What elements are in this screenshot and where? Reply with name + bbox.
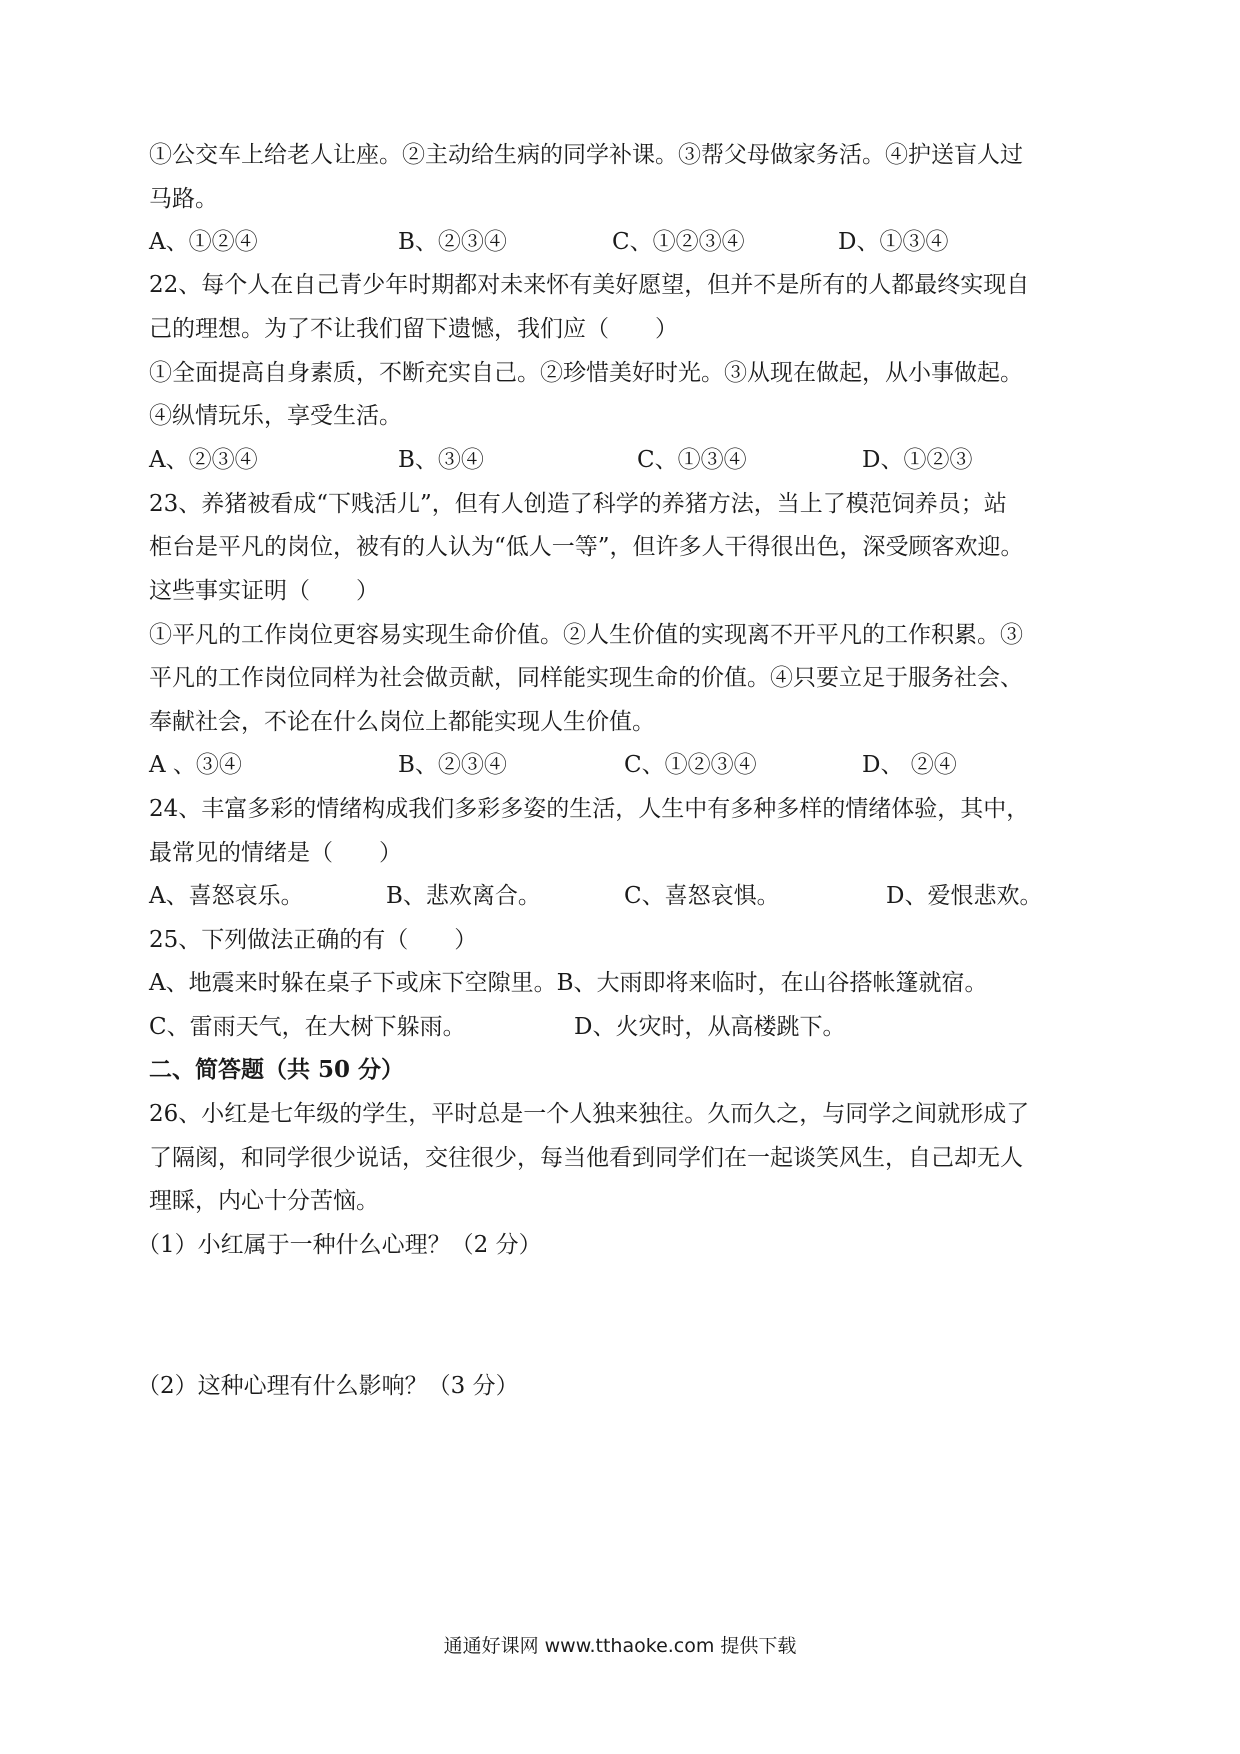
q23-option-c: C、①②③④ xyxy=(624,752,757,778)
q21-option-b: B、②③④ xyxy=(398,229,507,255)
q23-option-a: A 、③④ xyxy=(149,752,242,778)
q24-line-2: 最常见的情绪是（ ） xyxy=(149,840,402,866)
q22-option-c: C、①③④ xyxy=(637,447,747,473)
q23-line-1: 23、养猪被看成“下贱活儿”，但有人创造了科学的养猪方法，当上了模范饲养员；站 xyxy=(149,491,1007,517)
footer-credit: 通通好课网 www.tthaoke.com 提供下载 xyxy=(443,1635,797,1657)
q22-option-a: A、②③④ xyxy=(149,447,258,473)
q25-option-d: D、火灾时，从高楼跳下。 xyxy=(574,1014,846,1040)
q24-line-1: 24、丰富多彩的情绪构成我们多彩多姿的生活，人生中有多种多样的情绪体验，其中， xyxy=(149,796,1030,822)
section-heading: 二、简答题（共 50 分） xyxy=(149,1056,405,1083)
q22-line-2: 己的理想。为了不让我们留下遗憾，我们应（ ） xyxy=(149,316,678,342)
q22-line-4: ④纵情玩乐，享受生活。 xyxy=(149,403,402,429)
q23-line-4: ①平凡的工作岗位更容易实现生命价值。②人生价值的实现离不开平凡的工作积累。③ xyxy=(149,622,1023,648)
q26-line-3: 理睬，内心十分苦恼。 xyxy=(149,1188,379,1214)
q25-line-2: A、地震来时躲在桌子下或床下空隙里。B、大雨即将来临时，在山谷搭帐篷就宿。 xyxy=(149,970,988,996)
q24-option-d: D、爱恨悲欢。 xyxy=(886,883,1043,909)
q22-option-b: B、③④ xyxy=(398,447,484,473)
q24-option-b: B、悲欢离合。 xyxy=(386,883,541,909)
q21-option-c: C、①②③④ xyxy=(612,229,745,255)
q26-subquestion-1: （1）小红属于一种什么心理？（2 分） xyxy=(137,1232,542,1258)
q23-option-d: D、 ②④ xyxy=(862,752,957,778)
q23-line-3: 这些事实证明（ ） xyxy=(149,578,379,604)
q26-subquestion-2: （2）这种心理有什么影响？（3 分） xyxy=(137,1373,519,1399)
q21-option-a: A、①②④ xyxy=(149,229,258,255)
q22-line-3: ①全面提高自身素质，不断充实自己。②珍惜美好时光。③从现在做起，从小事做起。 xyxy=(149,360,1023,386)
q22-option-d: D、①②③ xyxy=(862,447,973,473)
q24-option-a: A、喜怒哀乐。 xyxy=(149,883,304,909)
q26-line-2: 了隔阂，和同学很少说话，交往很少，每当他看到同学们在一起谈笑风生，自己却无人 xyxy=(149,1145,1023,1171)
q21-line-2: 马路。 xyxy=(149,186,218,212)
q25-line-1: 25、下列做法正确的有（ ） xyxy=(149,927,478,953)
q21-line-1: ①公交车上给老人让座。②主动给生病的同学补课。③帮父母做家务活。④护送盲人过 xyxy=(149,142,1023,168)
q24-option-c: C、喜怒哀惧。 xyxy=(624,883,780,909)
q21-option-d: D、①③④ xyxy=(838,229,949,255)
q23-option-b: B、②③④ xyxy=(398,752,507,778)
q26-line-1: 26、小红是七年级的学生，平时总是一个人独来独往。久而久之，与同学之间就形成了 xyxy=(149,1101,1030,1127)
q23-line-6: 奉献社会，不论在什么岗位上都能实现人生价值。 xyxy=(149,709,655,735)
q25-option-c: C、雷雨天气，在大树下躲雨。 xyxy=(149,1014,466,1040)
q23-line-5: 平凡的工作岗位同样为社会做贡献，同样能实现生命的价值。④只要立足于服务社会、 xyxy=(149,665,1023,691)
q22-line-1: 22、每个人在自己青少年时期都对未来怀有美好愿望，但并不是所有的人都最终实现自 xyxy=(149,272,1030,298)
q23-line-2: 柜台是平凡的岗位，被有的人认为“低人一等”，但许多人干得很出色，深受顾客欢迎。 xyxy=(149,534,1024,560)
